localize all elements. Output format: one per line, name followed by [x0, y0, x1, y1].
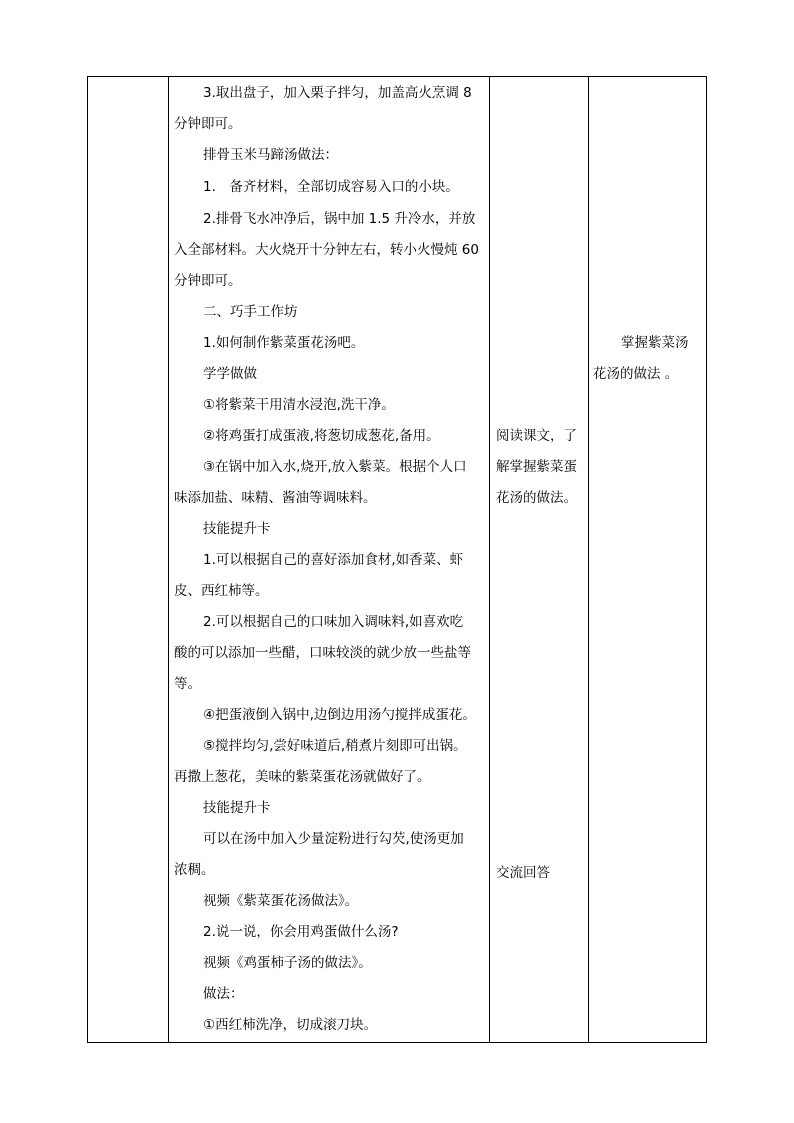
text-line: 2.说一说，你会用鸡蛋做什么汤? [203, 924, 399, 940]
text-line: ⑤搅拌均匀,尝好味道后,稍煮片刻即可出锅。 [203, 738, 467, 754]
text-line: 等。 [174, 676, 201, 692]
text-line: 二、巧手工作坊 [203, 304, 298, 320]
text-line: ④把蛋液倒入锅中,边倒边用汤勺搅拌成蛋花。 [203, 707, 476, 723]
text-line: 再撒上葱花，美味的紫菜蛋花汤就做好了。 [174, 769, 431, 785]
student-activity-line: 解掌握紫菜蛋 [496, 459, 577, 475]
student-activity-line: 花汤的做法。 [496, 490, 577, 506]
left-empty-column [88, 77, 168, 1042]
text-line: ①西红柿洗净，切成滚刀块。 [203, 1017, 378, 1033]
text-line: 视频《鸡蛋柿子汤的做法》。 [203, 955, 372, 971]
text-line: 1.可以根据自己的喜好添加食材,如香菜、虾 [203, 552, 464, 568]
text-line: 2.可以根据自己的口味加入调味料,如喜欢吃 [203, 614, 464, 630]
student-activity-line: 阅读课文，了 [496, 428, 577, 444]
text-line: 技能提升卡 [203, 521, 271, 537]
text-line: 2.排骨飞水冲净后，锅中加 1.5 升冷水，并放 [203, 211, 476, 227]
student-activity-line: 交流回答 [496, 865, 550, 881]
design-intent-line: 掌握紫菜汤 [621, 335, 689, 351]
text-line: 1.如何制作紫菜蛋花汤吧。 [203, 335, 365, 351]
text-line: 1. 备齐材料，全部切成容易入口的小块。 [203, 179, 459, 195]
text-line: 3.取出盘子，加入栗子拌匀，加盖高火烹调 8 [203, 85, 472, 101]
text-line: 分钟即可。 [174, 273, 242, 289]
text-line: ②将鸡蛋打成蛋液,将葱切成葱花,备用。 [203, 428, 440, 444]
text-line: 技能提升卡 [203, 800, 271, 816]
text-line: 味添加盐、味精、酱油等调味料。 [174, 490, 377, 506]
text-line: 可以在汤中加入少量淀粉进行勾芡,使汤更加 [203, 831, 464, 847]
student-activity-column [490, 77, 588, 1042]
text-line: ①将紫菜干用清水浸泡,洗干净。 [203, 397, 395, 413]
text-line: 分钟即可。 [174, 116, 242, 132]
text-line: 做法： [203, 986, 244, 1002]
text-line: 排骨玉米马蹄汤做法： [203, 147, 338, 163]
lesson-plan-table [87, 76, 707, 1043]
text-line: 浓稠。 [174, 862, 215, 878]
text-line: 视频《紫菜蛋花汤做法》。 [203, 893, 359, 909]
design-intent-line: 花汤的做法 。 [593, 366, 679, 382]
text-line: ③在锅中加入水,烧开,放入紫菜。根据个人口 [203, 459, 467, 475]
teaching-process-column [169, 77, 489, 1042]
text-line: 皮、西红柿等。 [174, 583, 269, 599]
text-line: 学学做做 [203, 366, 257, 382]
text-line: 酸的可以添加一些醋，口味较淡的就少放一些盐等 [174, 645, 471, 661]
text-line: 入全部材料。大火烧开十分钟左右，转小火慢炖 60 [174, 242, 479, 258]
design-intent-column [589, 77, 706, 1042]
